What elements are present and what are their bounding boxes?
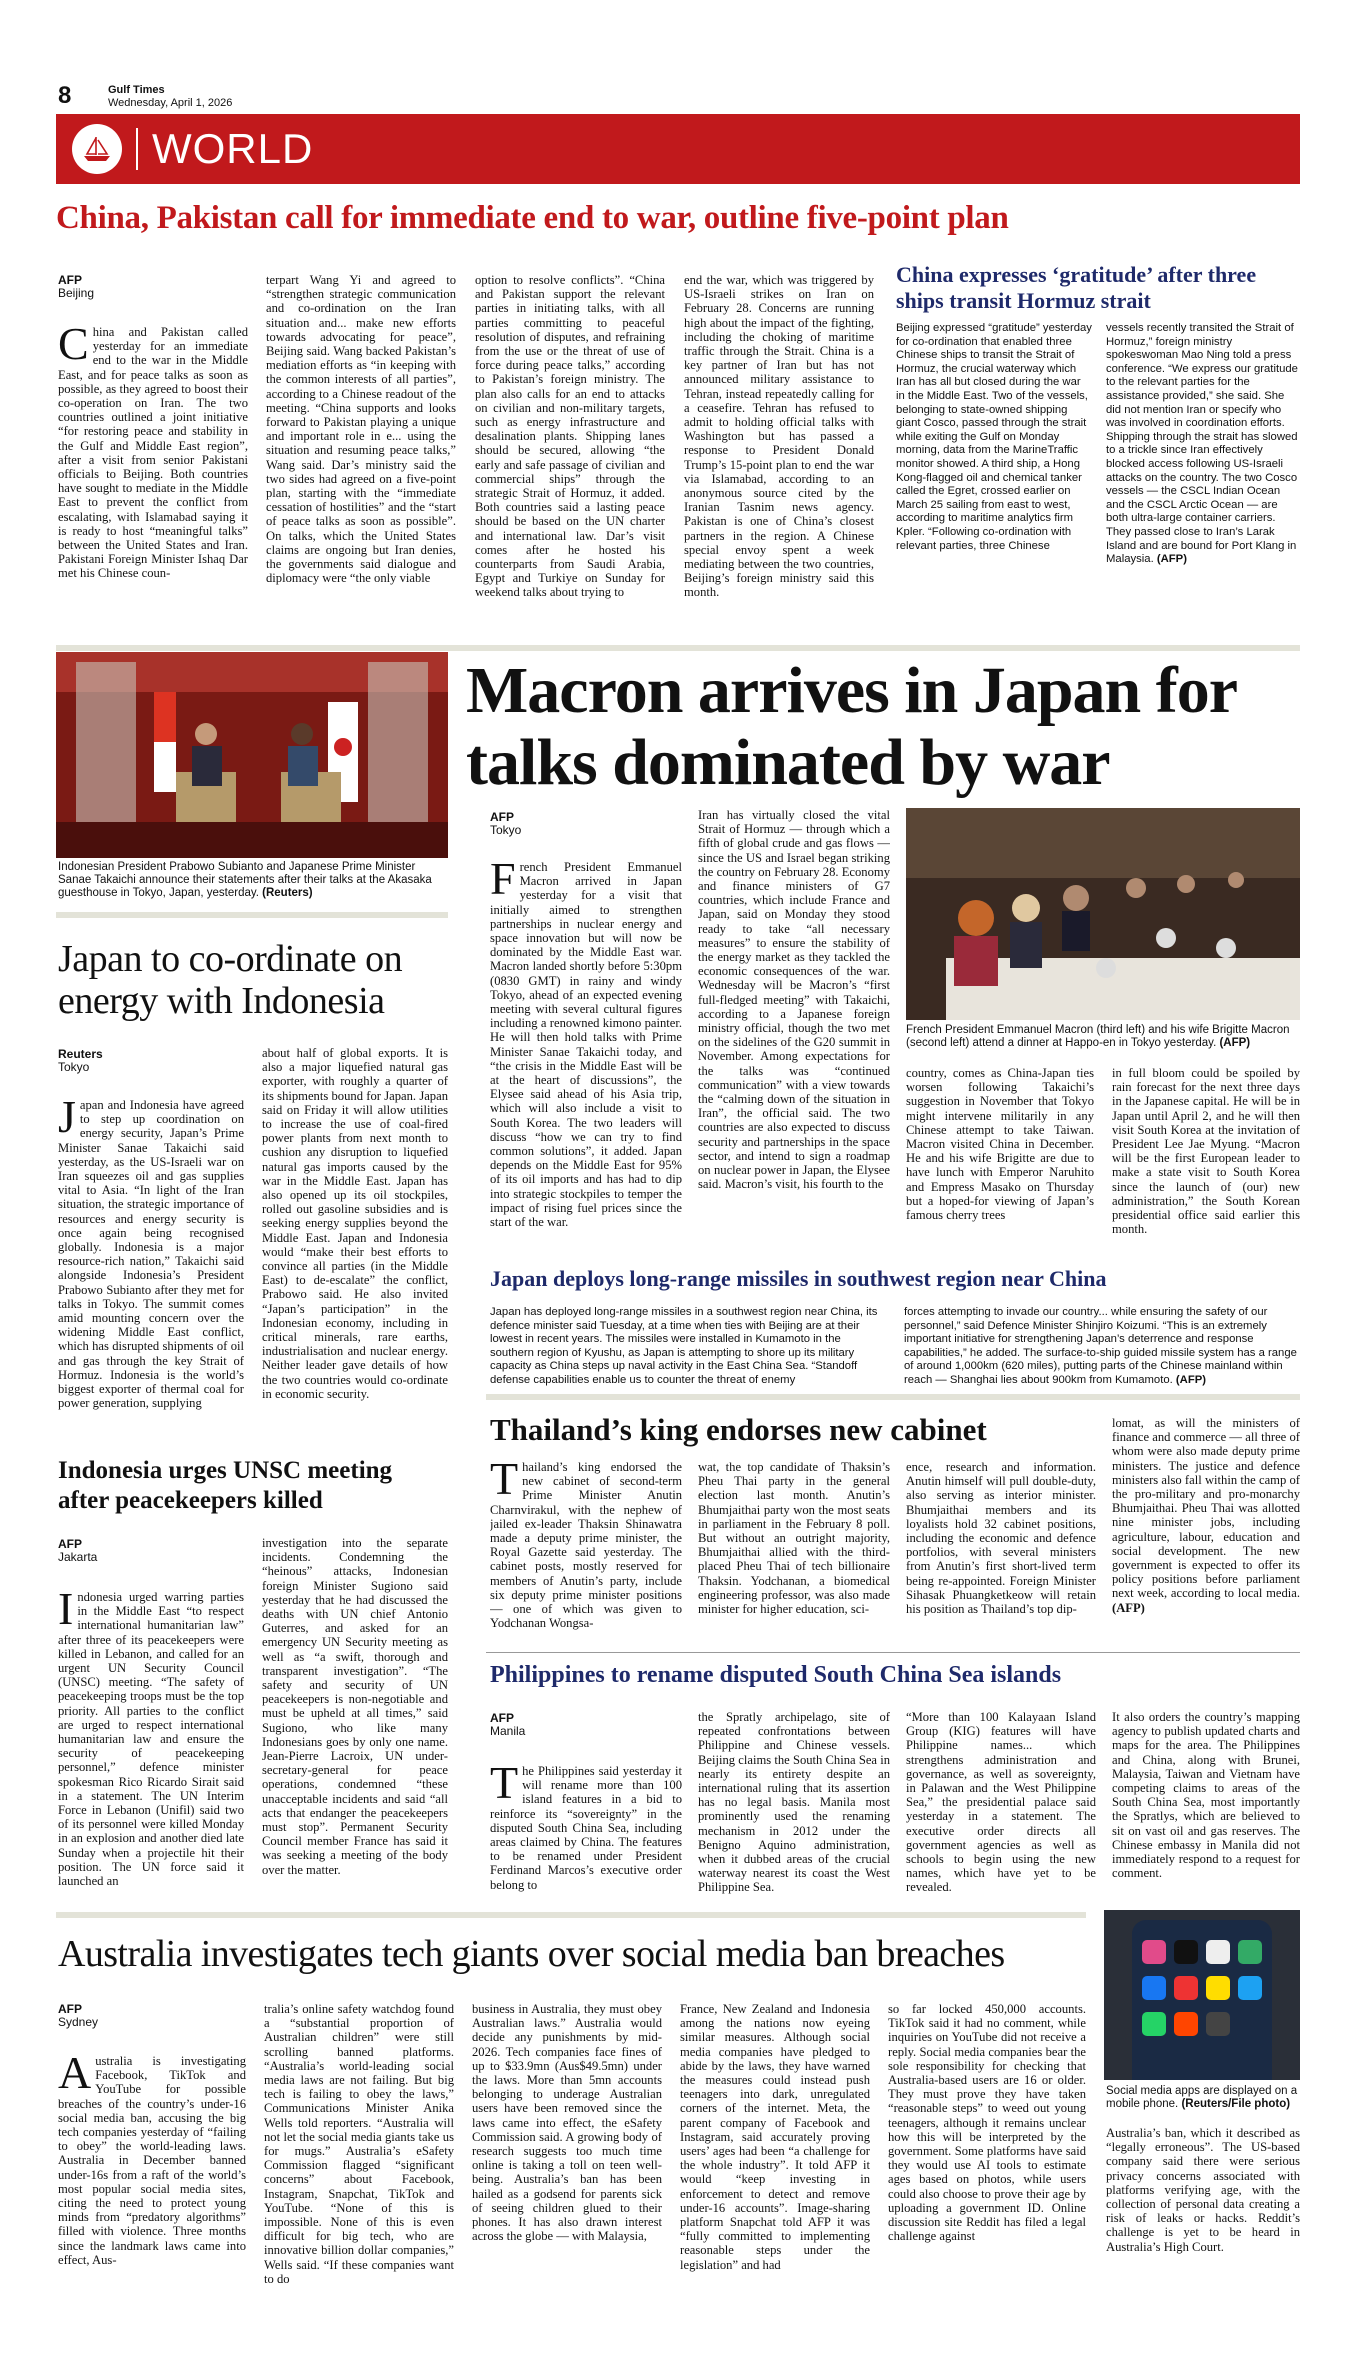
unsc-col1: Indonesia urged warring parties in the Middle East “to respect international humanitarian law” after three of its peacekeepers were killed in Lebanon, and called for an urgent UN Security Council (UNSC) meeting. “The safety of peacekeeping troops must be the top priority. All parties to the conflict are urged to respect international humanitarian law and ensure the security of peacekeeping personnel,” defence minister spokesman Rico Ricardo Sirait said in a statement. The UN Interim Force in Lebanon (Unifil) said two of its personnel were killed Monday in an explosion and another died late Sunday when a projectile hit their position. The UN force said it launched an: [58, 1590, 244, 1889]
philippines-col2: the Spratly archipelago, site of repeated confrontations between Philippine and Chinese vessels. Beijing claims the South China Sea in nearly its entirety despite an international ruling that its assertion has no legal basis. Manila most prominently used the renaming mechanism in 2012 under the Benigno Aquino administration, when it dubbed areas of the crucial waterway nearest its coast the West Philippine Sea.: [698, 1710, 890, 1895]
australia-col1: Australia is investigating Facebook, TikTok and YouTube for possible breaches of the country’s under-16 social media ban, accusing the big tech companies yesterday of “failing to obey” the world-leading laws. Australia in December banned under-16s from a raft of the world’s most popular social media sites, citing the need to protect young minds from “predatory algorithms” filled with violence. Three months since the landmark laws came into effect, Aus-: [58, 2054, 246, 2267]
publication-date: Wednesday, April 1, 2026: [108, 97, 233, 109]
divider: [56, 645, 1300, 651]
philippines-col3: “More than 100 Kalayaan Island Group (KIG) features will have Philippine names... which strengthens administration and governance, as well as sovereignty, in Palawan and the West Philippine Sea,” the presidential palace said yesterday in a statement. The executive order directs all government agencies as well as schools to begin using the new names, which have yet to be revealed.: [906, 1710, 1096, 1895]
ship-logo-icon: [72, 124, 122, 174]
section-title: WORLD: [152, 125, 314, 172]
indo-japan-headline: Japan to co-ordinate on energy with Indonesia: [58, 938, 403, 1022]
china-pak-col4: end the war, which was triggered by US-Israeli strikes on Iran on February 28. Concerns are running high about the impact of the fighting, including the choking of maritime traffic through the Strait. China is a key partner of Iran but has not announced military assistance to Tehran, instead repeatedly calling for a ceasefire. Tehran has refused to admit to holding official talks with Washington but has passed a response to President Donald Trump’s 15-point plan to end the war via Islamabad, according to an anonymous source cited by the Iranian Tasnim news agency. Pakistan is one of China’s closest partners in the region. A Chinese special envoy spent a week mediating between the two countries, Beijing’s foreign ministry said this month.: [684, 273, 874, 600]
australia-byline: [58, 2003, 98, 2029]
divider: [56, 912, 448, 918]
china-pak-col3: option to resolve conflicts”. “China and Pakistan support the relevant parties in initiating talks, with all parties committing to peaceful resolution of disputes, and refraining from the use or the threat of use of force during peace talks,” according to Pakistan’s foreign ministry. The plan also calls for an end to attacks on civilian and non-military targets, such as energy infrastructure and desalination plants. Shipping lanes should be secured, allowing “the early and safe passage of civilian and commercial ships” through the strategic Strait of Hormuz, it added. Both countries said a lasting peace should be based on the UN charter and international law. Dar’s visit comes after he hosted his counterparts from Saudi Arabia, Egypt and Turkiye on Sunday for weekend talks about trying to: [475, 273, 665, 600]
missiles-col2-text: forces attempting to invade our country... while ensuring the safety of our personnel,” said Defence Minister Shinjiro Koizumi. “This is an extremely important initiative for strengthening Japan’s deterrence and response capabilities,” he added. The surface-to-ship guided missile system has a range of around 1,000km (620 miles), putting parts of the Chinese mainland within reach — Shanghai lies about 900km from Kumamoto.: [904, 1306, 1297, 1386]
indo-japan-byline: [58, 1048, 103, 1074]
indonesia-japan-photo: [56, 652, 448, 858]
china-pak-col1: China and Pakistan called yesterday for an immediate end to the war in the Middle East, and for peace talks as soon as possible, as they agreed to boost their co-operation on Iran. The two countries outlined a joint initiative “for restoring peace and stability in the Gulf and Middle East region”, after a visit from senior Pakistani officials to Beijing. Both countries have sought to mediate in the Middle East to prevent the conflict from escalating, with Islamabad saying it is ready to host “meaningful talks” between the United States and Iran. Pakistani Foreign Minister Ishaq Dar met his Chinese coun-: [58, 325, 248, 581]
agency: AFP: [490, 1711, 514, 1725]
thailand-agency: (AFP): [1112, 1600, 1145, 1615]
thailand-col3: ence, research and information. Anutin himself will pull double-duty, also serving as interior minister. Bhumjaithai members and its loyalists hold 32 cabinet positions, including the economic and defence portfolios, with several ministers from Anutin’s first short-lived term being re-appointed. Foreign Minister Sihasak Phuangketkeow will retain his position as Thailand’s top dip-: [906, 1460, 1096, 1617]
philippines-headline: Philippines to rename disputed South China Sea islands: [490, 1662, 1062, 1688]
indo-japan-col2: about half of global exports. It is also a major liquefied natural gas exporter, with roughly a quarter of its shipments bound for Japan. Japan said on Friday it will allow utilities to increase the use of coal-fired power plants from next month to cushion any disruption to liquefied natural gas imports caused by the war in the Middle East. Japan has also opened up its oil stockpiles, rolled out gasoline subsidies and is seeking energy supplies beyond the Middle East. Japan and Indonesia would “make their best efforts to convince all parties (in the Middle East) to de-escalate” the conflict, Prabowo said. He also invited “Japan’s participation” in the Indonesian economy, including in critical minerals, rare earths, industrialisation and nuclear energy. Neither leader gave details of how the two countries would co-ordinate in economic security.: [262, 1046, 448, 1401]
divider: [56, 1912, 1086, 1918]
divider: [486, 1394, 1300, 1400]
agency: AFP: [490, 810, 514, 824]
thailand-headline: Thailand’s king endorses new cabinet: [490, 1412, 987, 1447]
unsc-headline: Indonesia urges UNSC meeting after peacekeepers killed: [58, 1457, 393, 1514]
macron-byline: [490, 811, 521, 837]
china-pakistan-headline: China, Pakistan call for immediate end to war, outline five-point plan: [56, 200, 1009, 236]
agency: AFP: [58, 273, 82, 287]
macron-caption: [906, 1024, 1300, 1050]
dateline: Sydney: [58, 2015, 99, 2029]
hormuz-col1: Beijing expressed “gratitude” yesterday for co-ordination that enabled three Chinese ships to transit the Strait of Hormuz, the crucial waterway which Iran has all but closed during the war in the Middle East. Two of the vessels, belonging to state-owned shipping giant Cosco, passed through the strait while exiting the Gulf on Monday morning, data from the MarineTraffic monitor showed. A third ship, a Hong Kong-flagged oil and chemical tanker called the Egret, crossed earlier on March 25 sailing from east to west, according to maritime analytics firm Kpler. “Following co-ordination with relevant parties, three Chinese: [896, 322, 1092, 552]
hormuz-headline: China expresses ‘gratitude’ after three ships transit Hormuz strait: [896, 262, 1257, 313]
masthead: [108, 84, 232, 110]
missiles-headline: Japan deploys long-range missiles in southwest region near China: [490, 1266, 1107, 1291]
caption-credit: (AFP): [1219, 1037, 1251, 1049]
thailand-col1: Thailand’s king endorsed the new cabinet of second-term Prime Minister Anutin Charnvirakul, with the nephew of jailed ex-leader Thaksin Shinawatra made a deputy prime minister, the Royal Gazette said yesterday. The cabinet posts, mostly reserved for members of Anutin’s party, include six deputy prime minister positions — one of which was given to Yodchanan Wongsa-: [490, 1460, 682, 1631]
australia-col2: tralia’s online safety watchdog found a “substantial proportion of Australian children” were still scrolling banned platforms. “Australia’s world-leading social media laws are not failing. But big tech is failing to obey the laws,” Communications Minister Anika Wells told reporters. “Australia will not let the social media giants take us for mugs.” Australia’s eSafety Commission flagged “significant concerns” about Facebook, Instagram, Snapchat, TikTok and YouTube. “None of this is impossible. None of this is even difficult for big tech, who are innovative billion dollar companies,” Wells said. “If these companies want to do: [264, 2002, 454, 2286]
hormuz-col2-text: vessels recently transited the Strait of Hormuz,” foreign ministry spokeswoman Mao Ning told a press conference. “We express our gratitude to the relevant parties for the assistance provided,” she said. She did not mention Iran or specify who was involved in coordination efforts. Shipping through the strait has slowed to a trickle since Iran effectively blocked access following US-Israeli attacks on the country. The two Cosco vessels — the CSCL Indian Ocean and the CSCL Arctic Ocean — are both ultra-large container carriers. They passed close to Iran’s Larak Island and are bound for Port Klang in Malaysia.: [1106, 322, 1298, 566]
section-banner: [56, 114, 1300, 184]
china-pak-byline: [58, 274, 94, 300]
australia-col6: Australia’s ban, which it described as “legally erroneous”. The US-based company said there were serious privacy concerns associated with platforms verifying age, with the collection of personal data creating a risk of leaks or hacks. Reddit’s challenge is yet to be heard in Australia’s High Court.: [1106, 2126, 1300, 2254]
caption-text: Indonesian President Prabowo Subianto and Japanese Prime Minister Sanae Takaichi announce their statements after their talks at the Akasaka guesthouse in Tokyo, Japan, yesterday.: [58, 861, 432, 899]
banner-divider: [136, 128, 138, 170]
phone-apps-photo: [1104, 1910, 1300, 2080]
australia-col5: so far locked 450,000 accounts. TikTok said it had no comment, while inquiries on YouTube did not receive a reply. Social media companies bear the sole responsibility for checking that Australia-based users are 16 or older. They must prove they have taken “reasonable steps” to weed out young teenagers, although it remains unclear how this will be interpreted by the government. Some platforms have said they would use AI tools to estimate ages based on photos, while users could also choose to prove their age by uploading a government ID. Online discussion site Reddit has filed a legal challenge against: [888, 2002, 1086, 2244]
missiles-agency: (AFP): [1175, 1373, 1207, 1386]
thailand-col2: wat, the top candidate of Thaksin’s Pheu Thai party in the general election last month. Anutin’s Bhumjaithai party won the most seats in parliament in the February 8 poll. But without an outright majority, Bhumjaithai allied with the third-placed Pheu Thai of tech billionaire Thaksin. Yodchanan, a biomedical engineering professor, was also made minister for higher education, sci-: [698, 1460, 890, 1617]
agency: Reuters: [58, 1047, 103, 1061]
dateline: Jakarta: [58, 1550, 98, 1564]
page-number: 8: [58, 82, 72, 109]
agency: AFP: [58, 2002, 82, 2016]
divider: [486, 1652, 1300, 1653]
agency: AFP: [58, 1537, 82, 1551]
australia-col4: France, New Zealand and Indonesia among the nations now eyeing similar measures. Although social media companies have pledged to abide by the laws, they have warned the measures could instead push teenagers into dark, unregulated corners of the internet. Meta, the parent company of Facebook and Instagram, said accurately proving users’ ages had been “a challenge for the whole industry”. It told AFP it would “keep investing in enforcement to detect and remove under-16 accounts”. Image-sharing platform Snapchat told AFP it was “fully committed to implementing reasonable steps under the legislation” and had: [680, 2002, 870, 2272]
unsc-byline: [58, 1538, 97, 1564]
indonesia-japan-caption: [58, 861, 448, 900]
caption-credit: (Reuters): [262, 887, 313, 899]
china-pak-col2: terpart Wang Yi and agreed to “strengthen strategic communication and co-ordination on the Iran situation and... make new efforts towards advocating for peace”, Beijing said. Wang backed Pakistan’s mediation efforts as “in keeping with the common interests of all parties”, according to a Chinese readout of the meeting. “China supports and looks forward to Pakistan playing a unique and important role in e... using the situation and resuming peace talks,” Wang said. Dar’s ministry said the two sides had agreed on a five-point plan, starting with the “immediate cessation of hostilities” and the “start of peace talks as soon as possible”. On talks, which the United States claims are ongoing but Iran denies, the governments said dialogue and diplomacy were “the only viable: [266, 273, 456, 586]
macron-col4: in full bloom could be spoiled by rain forecast for the next three days in the Japanese capital. He will be in Japan until April 2, and he will then visit South Korea at the invitation of President Lee Jae Myung. “Macron will be the first European leader to make a state visit to South Korea since the launch of (our) new administration,” the South Korean presidential office said earlier this month.: [1112, 1066, 1300, 1237]
caption-credit: (Reuters/File photo): [1181, 2098, 1291, 2110]
thailand-col4: [1112, 1416, 1300, 1650]
thailand-col4-text: lomat, as will the ministers of finance and commerce — all three of whom were also made deputy prime ministers. The justice and defence ministers also fall within the camp of the pro-military and pro-monarchy Bhumjaithai. Pheu Thai was allotted nine minister jobs, including agriculture, labour, education and social development. The new government is expected to offer its policy positions before parliament next week, according to local media.: [1112, 1416, 1300, 1601]
publication-name: Gulf Times: [108, 84, 165, 96]
australia-col3: business in Australia, they must obey Australian laws.” Australia would decide any punishments by mid-2026. Tech companies face fines of up to $33.9mn (Aus$49.5mn) under the laws. More than 5mn accounts belonging to underage Australian users have been removed since the laws came into effect, the eSafety Commission said. A growing body of research suggests too much time online is taking a toll on teen well-being. Australia’s ban has been hailed as a godsend for parents sick of seeing children glued to their phones. It has also drawn interest across the globe — with Malaysia,: [472, 2002, 662, 2244]
dateline: Beijing: [58, 286, 95, 300]
caption-text: French President Emmanuel Macron (third left) and his wife Brigitte Macron (second left) attend a dinner at Happo-en in Tokyo yesterday.: [906, 1024, 1290, 1049]
macron-col2: Iran has virtually closed the vital Strait of Hormuz — through which a fifth of global crude and gas flows — since the US and Israel began striking the country on February 28. Economy and finance ministers of G7 countries, which include France and Japan, said on Monday they stood ready to take “all necessary measures” to ensure the stability of the energy market as they tackled the economic consequences of the war. Wednesday will be Macron’s “first full-fledged meeting” with Takaichi, according to a Japanese foreign ministry official, though the two met on the sidelines of the G20 summit in November. Among expectations for the talks was “continued communication” with a view towards the “calming down of the situation in Iran”, the official said. The two countries are also expected to discuss security and partnerships in the space sector, and intend to sign a roadmap on nuclear power in Japan, the Elysee said. Macron’s visit, his fourth to the: [698, 808, 890, 1192]
hormuz-agency: (AFP): [1156, 553, 1187, 566]
unsc-col2: investigation into the separate incidents. Condemning the “heinous” attacks, Indonesian foreign Minister Sugiono said yesterday that he had discussed the deaths with UN chief Antonio Guterres, and asked for an emergency UN Security meeting as well as “a swift, thorough and transparent investigation”. “The safety and security of UN peacekeepers is non-negotiable and must be upheld at all times,” said Sugiono, who like many Indonesians goes by only one name. Jean-Pierre Lacroix, UN under-secretary-general for peace operations, condemned “these unacceptable incidents and said “all acts that endanger the peacekeepers must stop”. Permanent Security Council member France has said it was seeking a meeting of the body over the matter.: [262, 1536, 448, 1877]
dateline: Manila: [490, 1724, 526, 1738]
macron-col1: French President Emmanuel Macron arrived in Japan yesterday for a visit that initially aimed to strengthen partnerships in nuclear energy and space innovation but will now be dominated by the Middle East war. Macron landed shortly before 5:30pm (0830 GMT) in rainy and windy Tokyo, ahead of an expected evening meeting with several cultural figures including a renowned kimono painter. He will then hold talks with Prime Minister Sanae Takaichi today, and “the crisis in the Middle East will be at the heart of discussions”, the Elysee said ahead of his Asia trip, which will also include a visit to South Korea. The two leaders will discuss “how we can try to find common solutions”, it added. Japan depends on the Middle East for 95% of its oil imports and has had to dip into strategic stockpiles to temper the impact of rising fuel prices since the start of the war.: [490, 860, 682, 1230]
macron-dinner-photo: [906, 808, 1300, 1020]
philippines-col1: The Philippines said yesterday it will rename more than 100 island features in a bid to reinforce its “sovereignty” in the disputed South China Sea, including areas claimed by China. The features to be renamed under President Ferdinand Marcos’s executive order belong to: [490, 1764, 682, 1892]
dateline: Tokyo: [490, 823, 522, 837]
missiles-col2: [904, 1306, 1300, 1400]
philippines-col4: It also orders the country’s mapping agency to publish updated charts and maps for the area. The Philippines and China, along with Brunei, Malaysia, Taiwan and Vietnam have competing claims to areas of the South China Sea, most importantly the Spratlys, which are believed to sit on vast oil and gas reserves. The Chinese embassy in Manila did not immediately respond to a request for comment.: [1112, 1710, 1300, 1881]
macron-col3: country, comes as China-Japan ties worsen following Takaichi’s suggestion in November that Tokyo might intervene militarily in any Chinese attempt to take Taiwan. Macron visited China in December. He and his wife Brigitte are due to have lunch with Emperor Naruhito and Empress Masako on Thursday but a hoped-for viewing of Japan’s famous cherry trees: [906, 1066, 1094, 1223]
macron-headline: Macron arrives in Japan for talks dominated by war: [466, 654, 1236, 799]
caption-text: Social media apps are displayed on a mobile phone.: [1106, 2085, 1298, 2110]
dateline: Tokyo: [58, 1060, 90, 1074]
australia-headline: Australia investigates tech giants over social media ban breaches: [58, 1933, 1005, 1975]
indo-japan-col1: Japan and Indonesia have agreed to step up coordination on energy security, Japan’s Prime Minister Sanae Takaichi said yesterday, as the US-Israeli war on Iran squeezes oil and gas supplies vital to Asia. “In light of the Iran situation, the strategic importance of resources and energy security is once again being recognised globally. Indonesia is a major resource-rich nation,” Takaichi said alongside Indonesia’s President Prabowo Subianto after they met for talks in Tokyo. The summit comes amid mounting concern over the widening Middle East conflict, which has disrupted shipments of oil and gas through the key Strait of Hormuz. Indonesia is the world’s biggest exporter of thermal coal for power generation, supplying: [58, 1098, 244, 1411]
hormuz-col2: [1106, 322, 1302, 658]
phone-caption: [1106, 2085, 1300, 2111]
missiles-col1: Japan has deployed long-range missiles in a southwest region near China, its defence minister said Tuesday, at a time when ties with Beijing are at their lowest in recent years. The missiles were installed in Kumamoto in the southern region of Kyushu, as Japan is attempting to shore up its military capacity as China steps up naval activity in the East China Sea. “Standoff defense capabilities enable us to counter the threat of enemy: [490, 1306, 878, 1386]
philippines-byline: [490, 1712, 525, 1738]
